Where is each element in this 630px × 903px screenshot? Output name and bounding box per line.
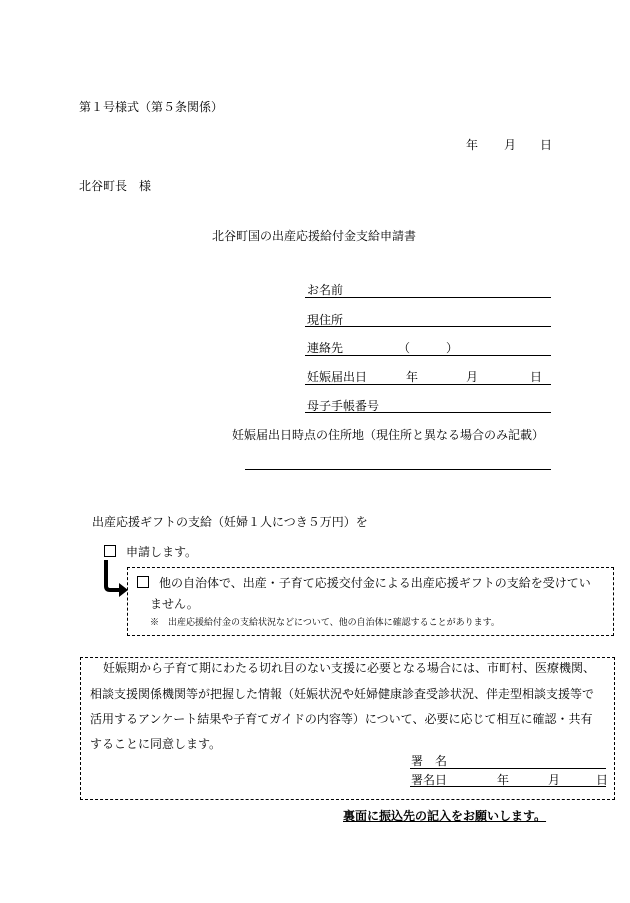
signature-label: 署 名: [411, 754, 448, 768]
apply-checkbox-label: 申請します。: [126, 545, 198, 559]
prior-address-field[interactable]: [245, 469, 551, 470]
pregnancy-date-field[interactable]: [305, 384, 551, 385]
gift-intro: 出産応援ギフトの支給（妊婦１人につき５万円）を: [92, 515, 368, 529]
addressee: 北谷町長 様: [79, 179, 152, 193]
other-municipality-note: ※ 出産応援給付金の支給状況などについて、他の自治体に確認することがあります。: [150, 618, 500, 628]
pregnancy-day: 日: [530, 370, 543, 384]
address-label: 現住所: [307, 313, 344, 327]
arrow-down-right-icon: [100, 560, 130, 598]
contact-field[interactable]: [305, 355, 551, 356]
contact-paren: （ ）: [398, 341, 459, 355]
consent-line4: することに同意します。: [90, 737, 222, 751]
name-label: お名前: [307, 283, 344, 297]
sign-date-field[interactable]: [410, 786, 606, 787]
sign-year: 年: [497, 773, 510, 787]
pregnancy-year: 年: [406, 370, 419, 384]
pregnancy-date-label: 妊娠届出日: [307, 370, 368, 384]
sign-date-label: 署名日: [411, 773, 448, 787]
other-municipality-line2: ません。: [150, 597, 199, 611]
sign-month: 月: [548, 773, 561, 787]
consent-line1: 妊娠期から子育て期にわたる切れ目のない支援に必要となる場合には、市町村、医療機関、: [103, 661, 596, 675]
apply-row: [104, 545, 197, 558]
consent-line2: 相談支援関係機関等が把握した情報（妊娠状況や妊婦健康診査受診状況、伴走型相談支援等で: [90, 687, 595, 701]
sign-day: 日: [596, 773, 609, 787]
consent-box: [80, 657, 615, 800]
name-field[interactable]: [305, 297, 551, 298]
page-title: 北谷町国の出産応援給付金支給申請書: [212, 229, 417, 243]
date-month: 月: [504, 138, 517, 152]
footer-note: 裏面に振込先の記入をお願いします。: [343, 809, 547, 823]
other-municipality-line1: 他の自治体で、出産・子育て応援交付金による出産応援ギフトの支給を受けてい: [159, 576, 591, 590]
contact-label: 連絡先: [307, 341, 344, 355]
pregnancy-month: 月: [466, 370, 479, 384]
date-day: 日: [540, 138, 553, 152]
other-municipality-checkbox[interactable]: [137, 576, 149, 588]
handbook-field[interactable]: [305, 412, 551, 413]
handbook-label: 母子手帳番号: [307, 399, 380, 413]
prior-address-label: 妊娠届出日時点の住所地（現住所と異なる場合のみ記載）: [232, 428, 545, 442]
address-field[interactable]: [305, 326, 551, 327]
consent-line3: 活用するアンケート結果や子育てガイドの内容等）について、必要に応じて相互に確認・共有: [90, 712, 593, 726]
apply-checkbox[interactable]: [104, 545, 116, 557]
date-year: 年: [466, 138, 479, 152]
other-municipality-row: [137, 576, 591, 589]
signature-field[interactable]: [410, 768, 606, 769]
form-number: 第１号様式（第５条関係）: [79, 100, 224, 114]
